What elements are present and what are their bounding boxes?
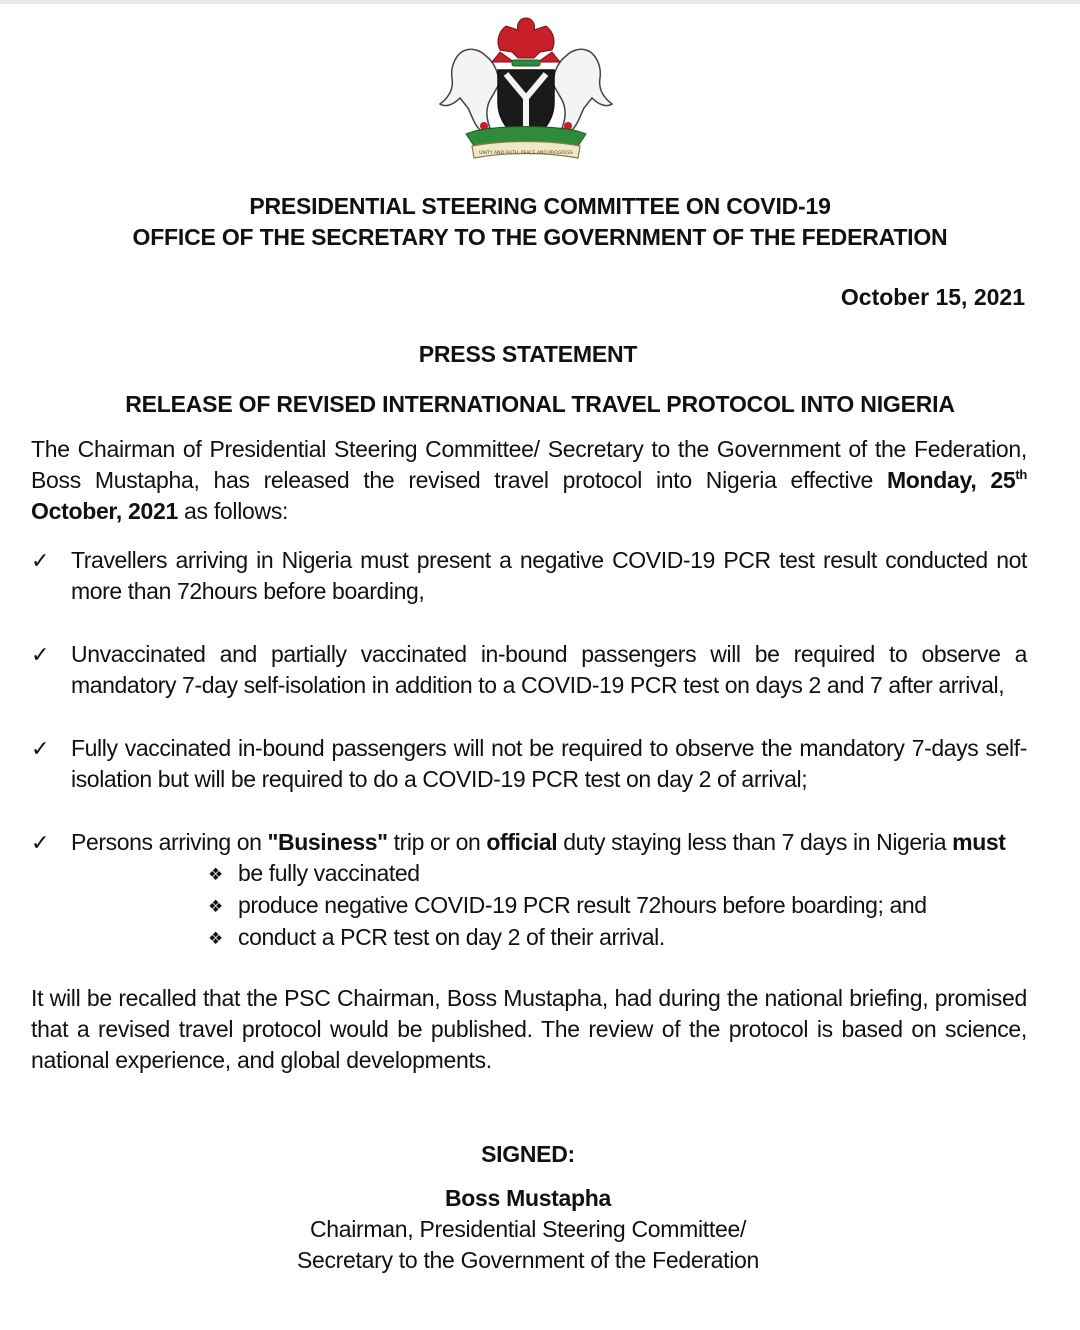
list-item: ✓ Travellers arriving in Nigeria must present a negative COVID-19 PCR test result conducted not more than 72hours before boarding, xyxy=(31,547,1027,604)
statement-subject: RELEASE OF REVISED INTERNATIONAL TRAVEL PROTOCOL INTO NIGERIA xyxy=(125,391,955,417)
diamond-bullet-icon: ❖ xyxy=(208,897,223,916)
signatory-title-line1: Chairman, Presidential Steering Committee/ xyxy=(309,1216,747,1242)
top-border xyxy=(0,0,1080,4)
business-requirements-list xyxy=(208,858,1008,954)
signed-label: SIGNED: xyxy=(481,1141,575,1167)
list-item: ❖ be fully vaccinated xyxy=(208,858,1008,890)
effective-date: Monday, 25th October, 2021 xyxy=(31,467,1028,524)
closing-paragraph: It will be recalled that the PSC Chairman, Boss Mustapha, had during the national briefing, promised that a revised travel protocol would be published. The review of the protocol is based on science, national experience, and global developments. xyxy=(31,985,1027,1073)
checkmark-icon: ✓ xyxy=(31,642,50,667)
checkmark-icon: ✓ xyxy=(31,830,50,855)
statement-date: October 15, 2021 xyxy=(840,284,1025,310)
signatory-name: Boss Mustapha xyxy=(444,1185,612,1211)
diamond-bullet-icon: ❖ xyxy=(208,929,223,948)
diamond-bullet-icon: ❖ xyxy=(208,865,223,884)
list-item: ✓ Persons arriving on "Business" trip or on official duty staying less than 7 days in Nigeria must xyxy=(31,827,1027,858)
office-title: OFFICE OF THE SECRETARY TO THE GOVERNMENT OF THE FEDERATION xyxy=(132,224,948,250)
coat-of-arms-icon xyxy=(428,12,624,162)
committee-title: PRESIDENTIAL STEERING COMMITTEE ON COVID-19 xyxy=(249,193,831,219)
crest-motto: UNITY AND FAITH, PEACE AND PROGRESS xyxy=(479,151,573,156)
list-item: ✓ Fully vaccinated in-bound passengers will not be required to observe the mandatory 7-days self-isolation but will be required to do a COVID-19 PCR test on day 2 of arrival; xyxy=(31,735,1027,792)
press-statement-title: PRESS STATEMENT xyxy=(418,341,638,367)
checkmark-icon: ✓ xyxy=(31,736,50,761)
list-item: ✓ Unvaccinated and partially vaccinated in-bound passengers will be required to observe a mandatory 7-day self-isolation in addition to a COVID-19 PCR test on days 2 and 7 after arrival, xyxy=(31,641,1027,698)
checkmark-icon: ✓ xyxy=(31,548,50,573)
list-item: ❖ produce negative COVID-19 PCR result 72hours before boarding; and xyxy=(208,890,1008,922)
signatory-title-line2: Secretary to the Government of the Federation xyxy=(296,1247,760,1273)
list-item: ❖ conduct a PCR test on day 2 of their arrival. xyxy=(208,922,1008,954)
intro-paragraph: The Chairman of Presidential Steering Committee/ Secretary to the Government of the Federation, Boss Mustapha, has released the revised travel protocol into Nigeria effective Monday, 25th October, 2021 as follows: xyxy=(31,436,1028,524)
